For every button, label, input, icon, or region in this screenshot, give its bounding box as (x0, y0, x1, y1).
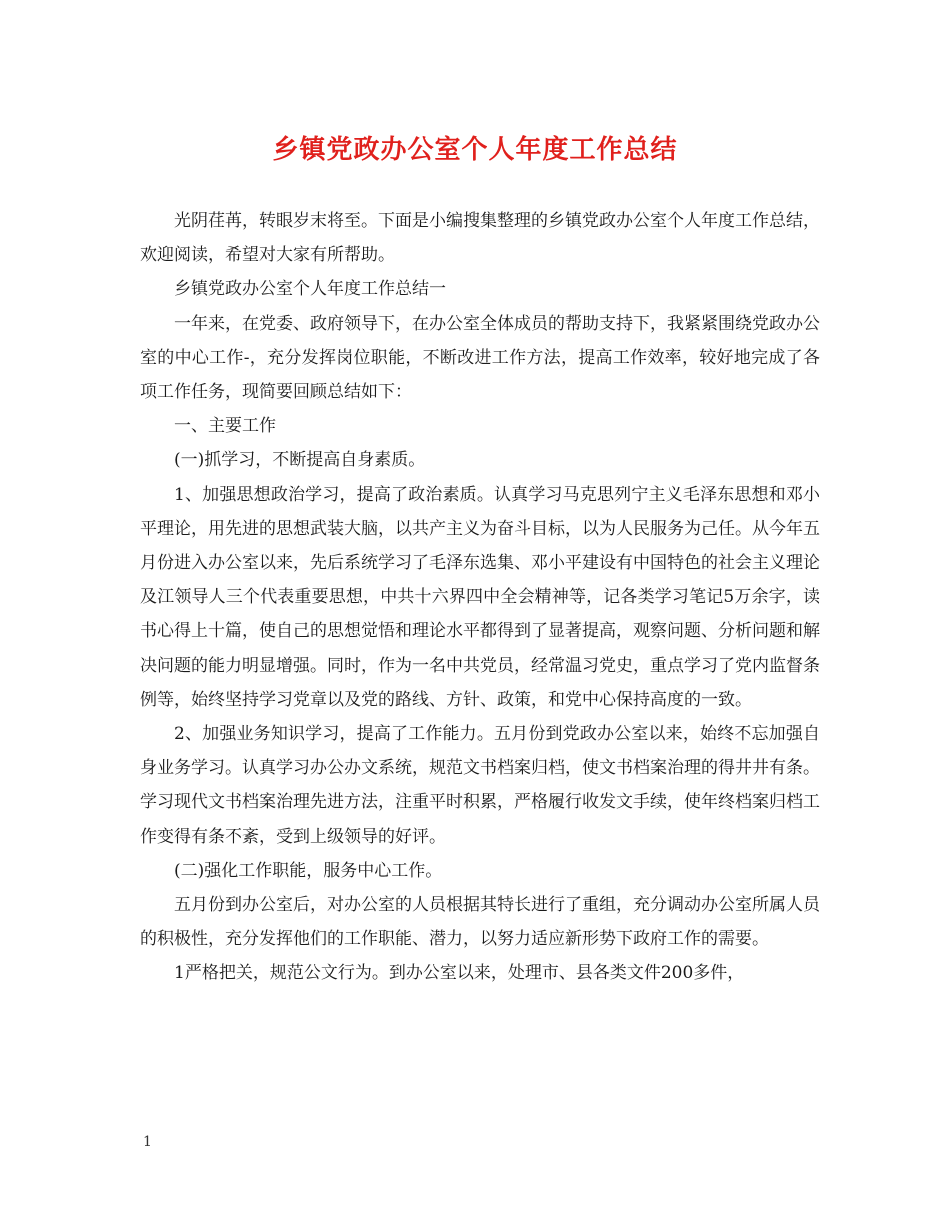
paragraph-business-study: 2、加强业务知识学习，提高了工作能力。五月份到党政办公室以来，始终不忘加强自身业务学习。认真学习办公办文系统，规范文书档案归档，使文书档案治理的得井井有条。学习现代文书档案治理先进方法，注重平时积累，严格履行收发文手续，使年终档案归档工作变得有条不紊，受到上级领导的好评。 (140, 724, 820, 847)
document-body (140, 204, 820, 991)
page-number: 1 (143, 1134, 152, 1150)
paragraph-overview: 一年来，在党委、政府领导下，在办公室全体成员的帮助支持下，我紧紧围绕党政办公室的中心工作-，充分发挥岗位职能，不断改进工作方法，提高工作效率，较好地完成了各项工作任务，现简要回顾总结如下： (140, 313, 820, 403)
paragraph-heading-main-work: 一、主要工作 (174, 416, 276, 437)
paragraph-subheading-functions: (二)强化工作职能，服务中心工作。 (174, 860, 443, 881)
paragraph-subheading-study: (一)抓学习，不断提高自身素质。 (174, 450, 426, 471)
paragraph-political-study: 1、加强思想政治学习，提高了政治素质。认真学习马克思列宁主义毛泽东思想和邓小平理论，用先进的思想武装大脑，以共产主义为奋斗目标，以为人民服务为己任。从今年五月份进入办公室以来，先后系统学习了毛泽东选集、邓小平建设有中国特色的社会主义理论及江领导人三个代表重要思想，中共十六界四中全会精神等，记各类学习笔记5万余字，读书心得上十篇，使自己的思想觉悟和理论水平都得到了显著提高，观察问题、分析问题和解决问题的能力明显增强。同时，作为一名中共党员，经常温习党史，重点学习了党内监督条例等，始终坚持学习党章以及党的路线、方针、政策，和党中心保持高度的一致。 (140, 484, 820, 710)
paragraph-office-reorganization: 五月份到办公室后，对办公室的人员根据其特长进行了重组，充分调动办公室所属人员的积极性，充分发挥他们的工作职能、潜力，以努力适应新形势下政府工作的需要。 (140, 895, 820, 950)
paragraph-section-heading: 乡镇党政办公室个人年度工作总结一 (174, 279, 446, 300)
document-title: 乡镇党政办公室个人年度工作总结 (272, 135, 678, 165)
paragraph-intro: 光阴荏苒，转眼岁末将至。下面是小编搜集整理的乡镇党政办公室个人年度工作总结，欢迎阅读，希望对大家有所帮助。 (140, 211, 820, 266)
paragraph-document-handling: 1严格把关，规范公文行为。到办公室以来，处理市、县各类文件200多件， (174, 963, 745, 984)
